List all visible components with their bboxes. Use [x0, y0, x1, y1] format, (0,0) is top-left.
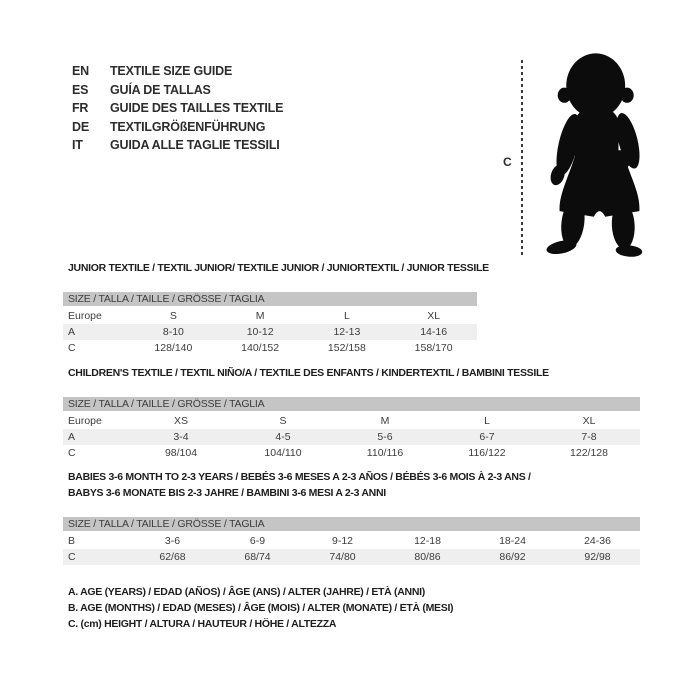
language-row: [72, 62, 283, 81]
language-label: GUÍA DE TALLAS: [110, 82, 211, 97]
row-label: A: [68, 326, 76, 338]
size-cell: XL: [427, 310, 441, 322]
table-row: [63, 549, 640, 565]
size-cell: 4-5: [275, 431, 291, 443]
size-cell: 92/98: [584, 550, 611, 563]
footnotes: [68, 584, 453, 632]
section-title: [68, 470, 640, 501]
language-row: [72, 81, 283, 100]
row-label: C: [68, 447, 76, 459]
size-cell: S: [169, 310, 177, 322]
size-cell: 62/68: [159, 550, 186, 563]
size-cell: 68/74: [244, 550, 271, 563]
footnote-line: A. AGE (YEARS) / EDAD (AÑOS) / ÂGE (ANS) / ALTER (JAHRE) / ETÀ (ANNI): [68, 586, 425, 598]
height-measure-label: C: [503, 155, 512, 169]
size-cell: 98/104: [164, 447, 198, 459]
size-cell: 5-6: [377, 431, 393, 443]
table-row: [63, 308, 477, 324]
size-cell: 24-36: [584, 534, 611, 547]
row-label: C: [68, 550, 76, 563]
language-list: [72, 62, 283, 155]
table-row: [63, 429, 640, 445]
size-table: [63, 308, 477, 356]
section-title-line: CHILDREN'S TEXTILE / TEXTIL NIÑO/A / TEXTILE DES ENFANTS / KINDERTEXTIL / BAMBINI TESSILE: [68, 367, 549, 379]
table-header: SIZE / TALLA / TAILLE / GRÖSSE / TAGLIA: [63, 397, 640, 413]
size-cell: 6-9: [249, 534, 266, 547]
size-cell: 110/116: [366, 447, 404, 459]
size-cell: 9-12: [331, 534, 353, 547]
section-babies: [63, 470, 640, 565]
size-cell: 6-7: [479, 431, 495, 443]
footnote-line: B. AGE (MONTHS) / EDAD (MESES) / ÂGE (MOIS) / ALTER (MONATE) / ETÀ (MESI): [68, 602, 454, 614]
size-cell: 18-24: [499, 534, 526, 547]
language-row: [72, 118, 283, 137]
size-table: [63, 533, 640, 565]
table-row: [63, 413, 640, 429]
size-cell: 158/170: [414, 342, 453, 354]
size-cell: 3-6: [164, 534, 181, 547]
size-cell: XS: [173, 415, 188, 427]
row-label: B: [68, 534, 76, 547]
footnote-line: C. (cm) HEIGHT / ALTURA / HAUTEUR / HÖHE / ALTEZZA: [68, 618, 337, 630]
language-label: TEXTILE SIZE GUIDE: [110, 64, 233, 78]
size-cell: 3-4: [173, 431, 189, 443]
row-label: Europe: [68, 415, 102, 427]
table-header: SIZE / TALLA / TAILLE / GRÖSSE / TAGLIA: [63, 292, 477, 308]
language-code: DE: [72, 119, 89, 134]
size-cell: 12-13: [333, 326, 361, 338]
size-cell: 140/152: [241, 342, 280, 354]
size-cell: 104/110: [264, 447, 302, 459]
language-row: [72, 99, 283, 118]
size-cell: L: [343, 310, 350, 322]
section-title-line: BABIES 3-6 MONTH TO 2-3 YEARS / BEBÉS 3-6 MESES A 2-3 AÑOS / BÉBÉS 3-6 MOIS À 2-3 ANS /: [68, 471, 531, 483]
size-table: [63, 413, 640, 461]
table-row: [63, 324, 477, 340]
row-label: C: [68, 342, 76, 354]
language-code: IT: [72, 138, 83, 152]
language-code: EN: [72, 64, 89, 78]
size-cell: S: [279, 415, 287, 427]
language-label: TEXTILGRÖßENFÜHRUNG: [110, 119, 266, 134]
table-header: SIZE / TALLA / TAILLE / GRÖSSE / TAGLIA: [63, 517, 640, 533]
size-cell: L: [484, 415, 490, 427]
language-code: FR: [72, 101, 89, 115]
size-cell: 86/92: [499, 550, 526, 563]
language-code: ES: [72, 82, 89, 97]
section-title-line: JUNIOR TEXTILE / TEXTIL JUNIOR/ TEXTILE JUNIOR / JUNIORTEXTIL / JUNIOR TESSILE: [68, 262, 489, 274]
language-label: GUIDA ALLE TAGLIE TESSILI: [110, 138, 280, 152]
section-title: [68, 366, 640, 382]
section-title-line: BABYS 3-6 MONATE BIS 2-3 JAHRE / BAMBINI 3-6 MESI A 2-3 ANNI: [68, 486, 386, 499]
size-cell: 152/158: [327, 342, 366, 354]
size-cell: 74/80: [329, 550, 356, 563]
size-cell: 14-16: [420, 326, 448, 338]
size-cell: 80/86: [414, 550, 441, 563]
size-cell: 12-18: [414, 534, 441, 547]
section-title: [68, 261, 489, 277]
baby-silhouette-icon: [533, 50, 666, 262]
row-label: A: [68, 431, 76, 443]
language-label: GUIDE DES TAILLES TEXTILE: [110, 101, 284, 115]
size-cell: M: [255, 310, 265, 322]
section-childrens-textile: [63, 366, 640, 461]
size-cell: 116/122: [468, 447, 506, 459]
table-row: [63, 340, 477, 356]
table-row: [63, 533, 640, 549]
section-junior-textile: [63, 261, 489, 356]
size-cell: 10-12: [246, 326, 274, 338]
size-cell: XL: [582, 415, 596, 427]
row-label: Europe: [68, 310, 102, 322]
height-dashed-line: [521, 60, 523, 257]
table-row: [63, 445, 640, 461]
size-cell: M: [380, 415, 390, 427]
size-cell: 8-10: [162, 326, 184, 338]
size-cell: 128/140: [154, 342, 193, 354]
language-row: [72, 136, 283, 155]
size-cell: 7-8: [581, 431, 597, 443]
size-cell: 122/128: [570, 447, 608, 459]
